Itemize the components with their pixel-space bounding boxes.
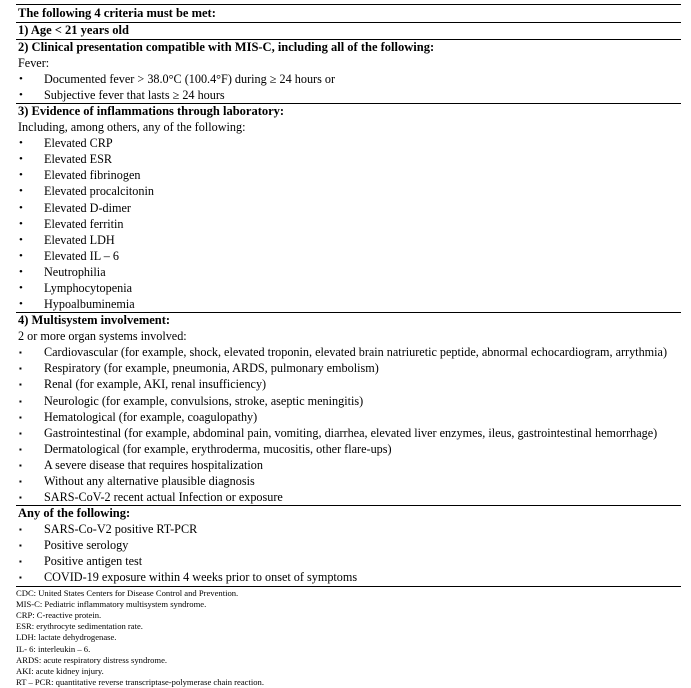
list-item bbox=[18, 489, 679, 505]
bullet-icon: • bbox=[19, 89, 23, 102]
list-item-text: Elevated IL – 6 bbox=[44, 248, 120, 263]
bullet-icon: ▪ bbox=[19, 380, 22, 390]
footnote: IL- 6: interleukin – 6. bbox=[16, 643, 91, 654]
list-item-text: SARS-CoV-2 recent actual Infection or exposure bbox=[44, 490, 283, 505]
bullet-icon: ▪ bbox=[19, 476, 22, 486]
list-item-text: Documented fever > 38.0°C (100.4°F) during ≥ 24 hours or bbox=[44, 72, 336, 86]
criterion-multisystem-heading: 4) Multisystem involvement: bbox=[18, 313, 171, 328]
bullet-icon: ▪ bbox=[19, 573, 22, 583]
list-item-text: Positive antigen test bbox=[44, 554, 143, 569]
list-item bbox=[18, 167, 679, 183]
list-item-text: Elevated CRP bbox=[44, 136, 113, 151]
criterion-age-heading: 1) Age < 21 years old bbox=[16, 23, 681, 40]
list-item-text: Cardiovascular (for example, shock, elevated troponin, elevated brain natriuretic peptide, abnormal echocardiogram, arrythmia) bbox=[44, 345, 667, 360]
list-item bbox=[18, 409, 679, 425]
criteria-document bbox=[16, 4, 681, 688]
list-item bbox=[18, 248, 679, 264]
bullet-icon: ▪ bbox=[19, 525, 22, 535]
list-item-text: Renal (for example, AKI, renal insufficiency) bbox=[44, 377, 267, 392]
criterion-clinical-heading: 2) Clinical presentation compatible with MIS-C, including all of the following: bbox=[18, 40, 435, 54]
list-item-text: Dermatological (for example, erythroderma, mucositis, other flare-ups) bbox=[44, 441, 392, 456]
list-item-text: A severe disease that requires hospitalization bbox=[44, 457, 263, 472]
bullet-icon: • bbox=[19, 153, 23, 166]
list-item bbox=[18, 87, 679, 103]
criterion-age-row bbox=[16, 23, 681, 40]
criterion-lab-intro: Including, among others, any of the following: bbox=[18, 120, 246, 135]
footnote: LDH: lactate dehydrogenase. bbox=[16, 632, 117, 643]
bullet-icon: ▪ bbox=[19, 396, 22, 406]
bullet-icon: • bbox=[19, 265, 23, 278]
bullet-icon: • bbox=[19, 201, 23, 214]
list-item bbox=[18, 232, 679, 248]
list-item-text: Subjective fever that lasts ≥ 24 hours bbox=[44, 88, 225, 103]
list-item bbox=[18, 441, 679, 457]
bullet-icon: • bbox=[19, 217, 23, 230]
list-item-text: Hypoalbuminemia bbox=[44, 297, 135, 312]
list-item bbox=[18, 360, 679, 376]
bullet-icon: • bbox=[19, 169, 23, 182]
criterion-clinical-intro: Fever: bbox=[18, 56, 50, 70]
criterion-lab-list bbox=[18, 135, 679, 312]
list-item bbox=[18, 457, 679, 473]
list-item-text: Lymphocytopenia bbox=[44, 281, 133, 296]
list-item bbox=[18, 376, 679, 392]
criteria-table bbox=[16, 4, 681, 587]
list-item bbox=[18, 296, 679, 312]
list-item-text: COVID-19 exposure within 4 weeks prior to onset of symptoms bbox=[44, 570, 358, 585]
criterion-multisystem-intro: 2 or more organ systems involved: bbox=[18, 329, 187, 344]
bullet-icon: ▪ bbox=[19, 493, 22, 503]
bullet-icon: ▪ bbox=[19, 412, 22, 422]
list-item bbox=[18, 569, 679, 585]
list-item-text: Elevated D-dimer bbox=[44, 200, 131, 215]
criterion-lab-row bbox=[16, 104, 681, 313]
list-item bbox=[18, 473, 679, 489]
criterion-lab-heading: 3) Evidence of inflammations through laboratory: bbox=[18, 104, 285, 119]
footnote: AKI: acute kidney injury. bbox=[16, 665, 104, 676]
table-title-row bbox=[16, 5, 681, 23]
criterion-exposure-heading: Any of the following: bbox=[18, 506, 131, 521]
bullet-icon: • bbox=[19, 249, 23, 262]
bullet-icon: • bbox=[19, 298, 23, 311]
list-item-text: Neutrophilia bbox=[44, 264, 106, 279]
bullet-icon: ▪ bbox=[19, 460, 22, 470]
list-item-text: Hematological (for example, coagulopathy) bbox=[44, 409, 258, 424]
footnote: MIS-C: Pediatric inflammatory multisystem syndrome. bbox=[16, 598, 207, 609]
criterion-clinical-row bbox=[16, 40, 681, 104]
list-item bbox=[18, 393, 679, 409]
list-item-text: Elevated ESR bbox=[44, 152, 113, 167]
list-item bbox=[18, 280, 679, 296]
bullet-icon: ▪ bbox=[19, 348, 22, 358]
list-item-text: Elevated procalcitonin bbox=[44, 184, 154, 199]
bullet-icon: • bbox=[19, 185, 23, 198]
bullet-icon: • bbox=[19, 233, 23, 246]
list-item bbox=[18, 200, 679, 216]
bullet-icon: ▪ bbox=[19, 428, 22, 438]
footnote: ESR: erythrocyte sedimentation rate. bbox=[16, 621, 143, 632]
list-item bbox=[18, 71, 679, 87]
list-item bbox=[18, 135, 679, 151]
bullet-icon: ▪ bbox=[19, 541, 22, 551]
list-item bbox=[18, 151, 679, 167]
footnote: RT – PCR: quantitative reverse transcriptase-polymerase chain reaction. bbox=[16, 677, 264, 688]
bullet-icon: • bbox=[19, 137, 23, 150]
list-item-text: Positive serology bbox=[44, 538, 129, 553]
list-item bbox=[18, 344, 679, 360]
list-item-text: Elevated fibrinogen bbox=[44, 168, 141, 183]
list-item-text: SARS-Co-V2 positive RT-PCR bbox=[44, 522, 198, 537]
list-item bbox=[18, 521, 679, 537]
bullet-icon: ▪ bbox=[19, 364, 22, 374]
footnote: CDC: United States Centers for Disease Control and Prevention. bbox=[16, 587, 239, 598]
criterion-exposure-row bbox=[16, 506, 681, 586]
table-title: The following 4 criteria must be met: bbox=[16, 5, 681, 23]
criterion-exposure-list bbox=[18, 521, 679, 585]
criterion-clinical-list bbox=[18, 71, 679, 103]
list-item-text: Respiratory (for example, pneumonia, ARDS, pulmonary embolism) bbox=[44, 361, 379, 376]
list-item-text: Elevated ferritin bbox=[44, 216, 124, 231]
bullet-icon: • bbox=[19, 73, 23, 85]
list-item bbox=[18, 183, 679, 199]
footnotes bbox=[16, 588, 681, 688]
list-item bbox=[18, 216, 679, 232]
list-item-text: Without any alternative plausible diagnosis bbox=[44, 473, 255, 488]
list-item bbox=[18, 425, 679, 441]
list-item bbox=[18, 553, 679, 569]
list-item-text: Elevated LDH bbox=[44, 232, 115, 247]
bullet-icon: • bbox=[19, 282, 23, 295]
footnote: CRP: C-reactive protein. bbox=[16, 609, 102, 620]
list-item bbox=[18, 537, 679, 553]
bullet-icon: ▪ bbox=[19, 557, 22, 567]
footnote: ARDS: acute respiratory distress syndrome. bbox=[16, 654, 168, 665]
list-item-text: Neurologic (for example, convulsions, stroke, aseptic meningitis) bbox=[44, 393, 364, 408]
criterion-multisystem-list bbox=[18, 344, 679, 505]
bullet-icon: ▪ bbox=[19, 444, 22, 454]
criterion-multisystem-row bbox=[16, 313, 681, 506]
list-item bbox=[18, 264, 679, 280]
list-item-text: Gastrointestinal (for example, abdominal pain, vomiting, diarrhea, elevated liver enzymes, ileus, gastrointestinal hemorrhage) bbox=[44, 425, 658, 440]
